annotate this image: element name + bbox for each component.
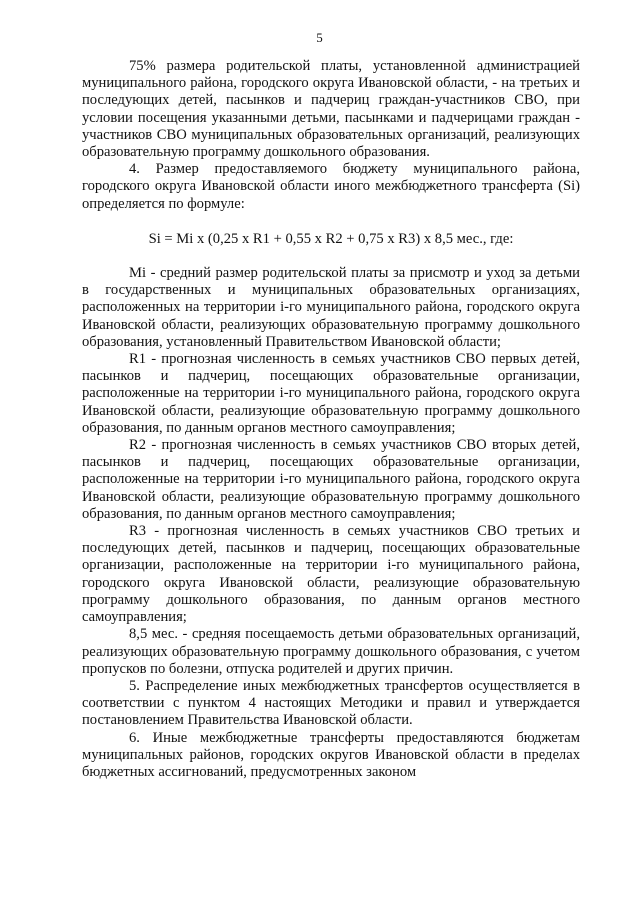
paragraph-continuation: 75% размера родительской платы, установленной администрацией муниципального района, городского округа Ивановской области, - на третьих и последующих детей, пасынков и падчериц граждан-участников СВО, при условии посещения указанными детьми, пасынками и падчерицами граждан - участников СВО муниципальных образовательных организаций, реализующих образовательную программу дошкольного образования. [82,58,580,161]
definition-r2: R2 - прогнозная численность в семьях участников СВО вторых детей, пасынков и падчериц, посещающих образовательные организации, расположенные на территории i-го муниципального района, городского округа Ивановской области, реализующие образовательную программу дошкольного образования, по данным органов местного самоуправления; [82,437,580,522]
paragraph-item-5: 5. Распределение иных межбюджетных трансфертов осуществляется в соответствии с пунктом 4 настоящих Методики и правил и утверждается постановлением Правительства Ивановской области. [82,677,580,729]
definition-r3: R3 - прогнозная численность в семьях участников СВО третьих и последующих детей, пасынков и падчериц, посещающих образовательные организации, расположенные на территории i-го муниципального района, городского округа Ивановской области, реализующие образовательную программу дошкольного образования, по данным органов местного самоуправления; [82,523,580,626]
page-number: 5 [316,30,323,45]
formula: Si = Mi x (0,25 x R1 + 0,55 x R2 + 0,75 x R3) x 8,5 мес., где: [148,230,514,247]
paragraph-item-6: 6. Иные межбюджетные трансферты предоставляются бюджетам муниципальных районов, городских округов Ивановской области в пределах бюджетных ассигнований, предусмотренных законом [82,729,580,780]
definition-r1: R1 - прогнозная численность в семьях участников СВО первых детей, пасынков и падчериц, посещающих образовательные организации, расположенные на территории i-го муниципального района, городского округа Ивановской области, реализующие образовательную программу дошкольного образования, по данным органов местного самоуправления; [82,351,580,436]
definition-mi: Mi - средний размер родительской платы за присмотр и уход за детьми в государственных и муниципальных образовательных организациях, расположенных на территории i-го муниципального района, городского округа Ивановской области, реализующих образовательную программу дошкольного образования, установленный Правительством Ивановской области; [82,265,580,350]
paragraph-item-4: 4. Размер предоставляемого бюджету муниципального района, городского округа Ивановской области иного межбюджетного трансферта (Si) определяется по формуле: [82,161,580,212]
definition-months: 8,5 мес. - средняя посещаемость детьми образовательных организаций, реализующих образовательную программу дошкольного образования, с учетом пропусков по болезни, отпуска родителей и других причин. [82,626,580,677]
document-body [82,58,580,781]
